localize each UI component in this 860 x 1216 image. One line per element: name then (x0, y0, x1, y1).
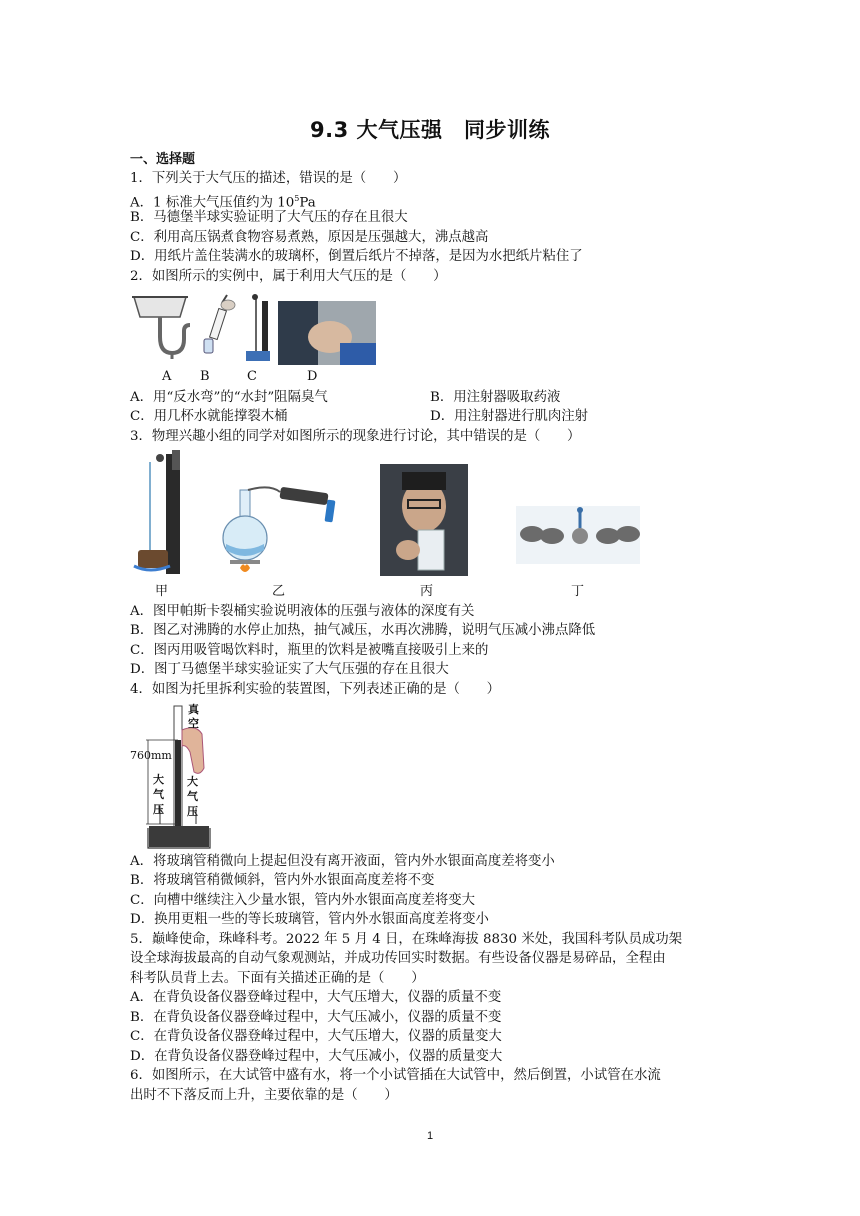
pascal-barrel-illustration (134, 450, 180, 574)
straw-drinking-photo (380, 464, 468, 576)
q5-line-3: 科考队员背上去。下面有关描述正确的是（ ） (130, 971, 425, 986)
q4-stem: 4．如图为托里拆利实验的装置图，下列表述正确的是（ ） (130, 682, 501, 697)
magdeburg-hemispheres-illustration (516, 506, 640, 564)
q3-figure (130, 450, 650, 580)
barrel-experiment-illustration (246, 294, 270, 361)
q3-label-bing: 丙 (420, 584, 434, 599)
q3-option-b: B．图乙对沸腾的水停止加热，抽气减压，水再次沸腾，说明气压减小沸点降低 (130, 623, 596, 638)
q5-line-2: 设全球海拔最高的自动气象观测站，并成功传回实时数据。有些设备仪器是易碎品，全程由 (130, 951, 666, 966)
q3-option-a: A．图甲帕斯卡裂桶实验说明液体的压强与液体的深度有关 (130, 604, 475, 619)
q2-figure (130, 293, 380, 365)
q3-label-ding: 丁 (571, 584, 585, 599)
sink-trap-illustration (132, 297, 190, 359)
q4-option-d: D．换用更粗一些的等长玻璃管，管内外水银面高度差将变小 (130, 912, 489, 927)
q2-label-b: B (200, 369, 210, 384)
flask-pump-illustration (223, 487, 335, 572)
syringe-vial-illustration (204, 295, 235, 353)
page-number: 1 (426, 1130, 434, 1142)
vacuum-label-2: 空 (188, 717, 199, 730)
q2-label-c: C (247, 369, 257, 384)
q2-label-d: D (307, 369, 318, 384)
q2-option-a: A．用“反水弯”的“水封”阻隔臭气 (130, 390, 328, 405)
height-760mm-label: 760mm (130, 749, 172, 762)
section-heading: 一、选择题 (130, 152, 196, 167)
vacuum-label-1: 真 (188, 703, 199, 716)
q5-option-d: D．在背负设备仪器登峰过程中，大气压减小，仪器的质量变大 (130, 1049, 503, 1064)
q1-option-c: C．利用高压锅煮食物容易煮熟，原因是压强越大，沸点越高 (130, 230, 489, 245)
q4-option-a: A．将玻璃管稍微向上提起但没有离开液面，管内外水银面高度差将变小 (130, 854, 555, 869)
q1-option-a: A．1 标准大气压值约为 $10^5Pa$ (130, 194, 316, 211)
q6-line-2: 出时不下落反而上升，主要依靠的是（ ） (130, 1088, 398, 1103)
q5-option-c: C．在背负设备仪器登峰过程中，大气压增大，仪器的质量变大 (130, 1029, 502, 1044)
q1-option-b: B．马德堡半球实验证明了大气压的存在且很大 (130, 210, 408, 225)
q4-option-c: C．向槽中继续注入少量水银，管内外水银面高度差将变大 (130, 893, 476, 908)
atm-pressure-label-right: 大 气 压 (187, 775, 198, 818)
q5-option-a: A．在背负设备仪器登峰过程中，大气压增大，仪器的质量不变 (130, 990, 502, 1005)
document-title: 9.3 大气压强 同步训练 (309, 118, 550, 142)
q3-option-c: C．图丙用吸管喝饮料时，瓶里的饮料是被嘴直接吸引上来的 (130, 643, 489, 658)
q1-stem: 1．下列关于大气压的描述，错误的是（ ） (130, 171, 407, 186)
atm-pressure-label-left: 大 气 压 (153, 773, 164, 816)
q3-label-yi: 乙 (272, 584, 286, 599)
q1-option-d: D．用纸片盖住装满水的玻璃杯，倒置后纸片不掉落，是因为水把纸片粘住了 (130, 249, 583, 264)
q3-stem: 3．物理兴趣小组的同学对如图所示的现象进行讨论，其中错误的是（ ） (130, 429, 581, 444)
q5-option-b: B．在背负设备仪器登峰过程中，大气压减小，仪器的质量不变 (130, 1010, 502, 1025)
q2-stem: 2．如图所示的实例中，属于利用大气压的是（ ） (130, 269, 447, 284)
injection-photo (278, 301, 376, 365)
torricelli-figure (130, 700, 214, 850)
q4-option-b: B．将玻璃管稍微倾斜，管内外水银面高度差将不变 (130, 873, 435, 888)
q2-label-a: A (162, 369, 172, 384)
q3-label-jia: 甲 (155, 584, 169, 599)
q5-line-1: 5．巅峰使命，珠峰科考。2022 年 5 月 4 日，在珠峰海拔 8830 米处，我国科考队员成功架 (130, 932, 683, 947)
q2-option-b: B．用注射器吸取药液 (430, 390, 561, 405)
q2-option-d: D．用注射器进行肌肉注射 (430, 409, 589, 424)
q6-line-1: 6．如图所示，在大试管中盛有水，将一个小试管插在大试管中，然后倒置，小试管在水流 (130, 1068, 661, 1083)
q3-option-d: D．图丁马德堡半球实验证实了大气压强的存在且很大 (130, 662, 449, 677)
q2-option-c: C．用几杯水就能撑裂木桶 (130, 409, 288, 424)
